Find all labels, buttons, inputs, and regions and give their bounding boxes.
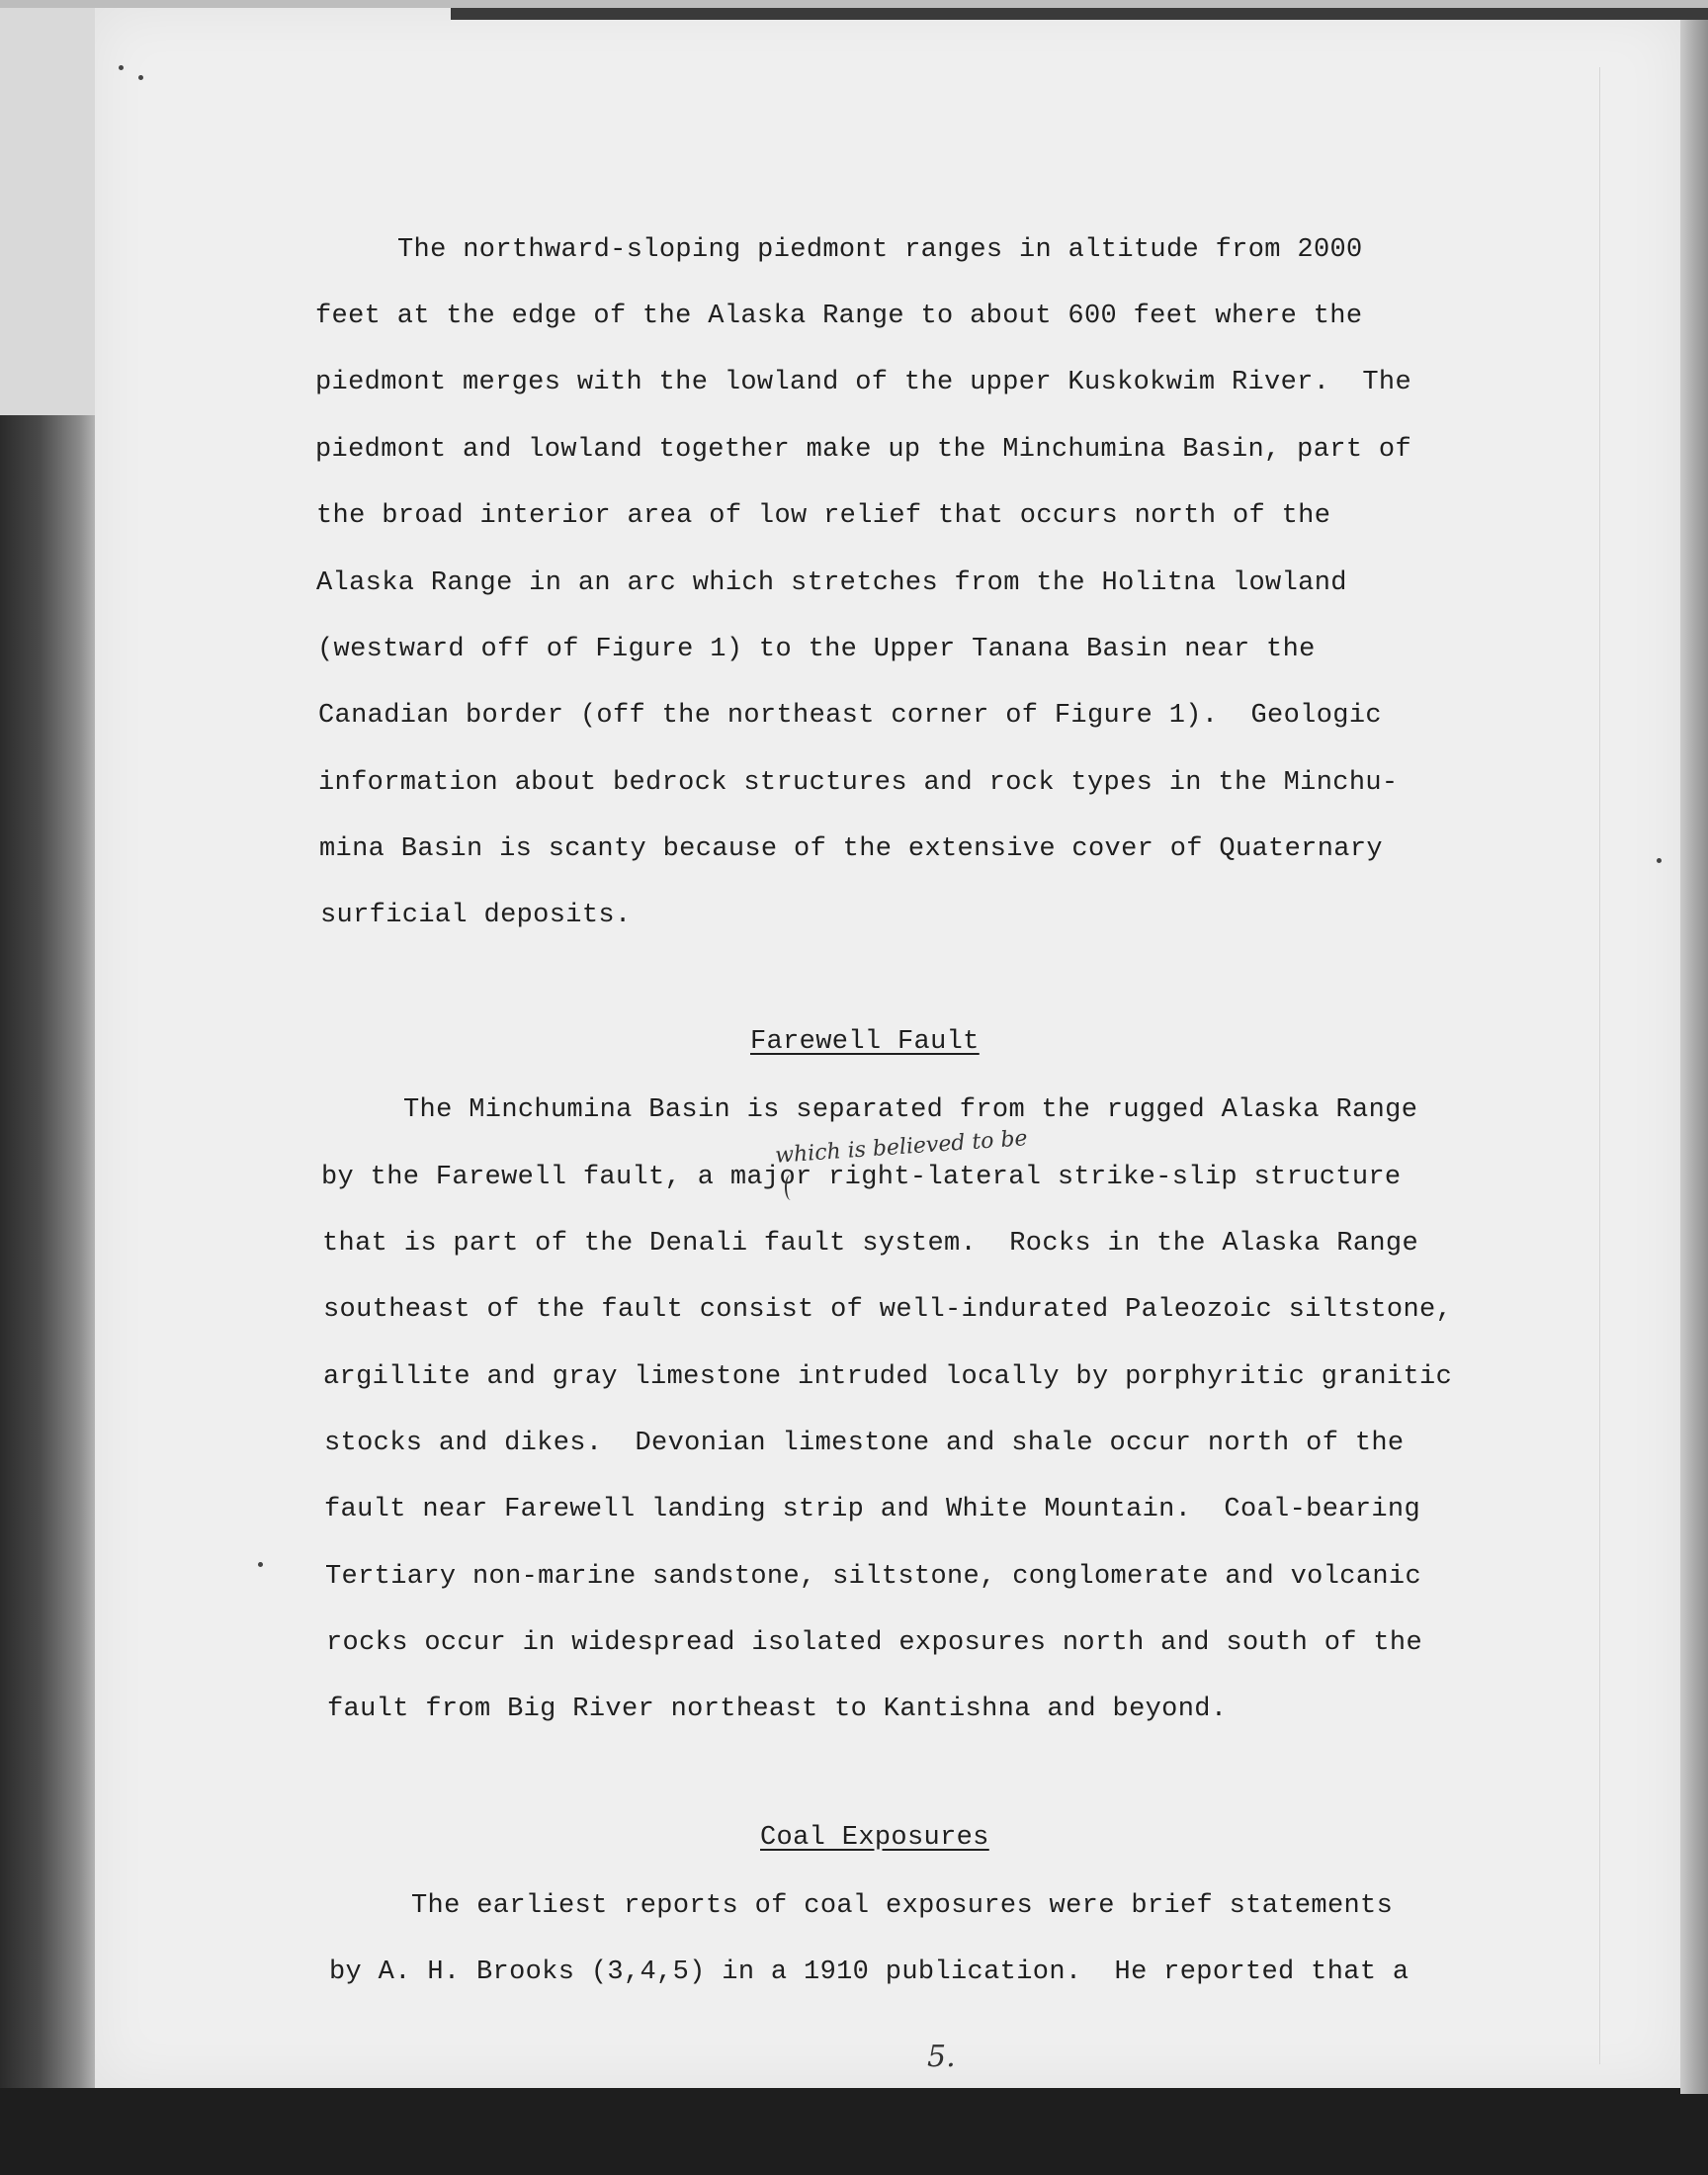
text-line: The Minchumina Basin is separated from the rugged Alaska Range xyxy=(403,1095,1418,1125)
text-line: stocks and dikes. Devonian limestone and shale occur north of the xyxy=(324,1429,1405,1458)
text-line: that is part of the Denali fault system. Rocks in the Alaska Range xyxy=(322,1229,1419,1259)
handwritten-insertion: which is believed to be xyxy=(774,1126,1029,1169)
scan-speck xyxy=(119,65,124,70)
text-line: feet at the edge of the Alaska Range to about 600 feet where the xyxy=(315,302,1363,331)
text-line: Canadian border (off the northeast corner of Figure 1). Geologic xyxy=(318,701,1382,731)
text-line: Tertiary non-marine sandstone, siltstone, conglomerate and volcanic xyxy=(325,1562,1422,1592)
text-line: information about bedrock structures and rock types in the Minchu- xyxy=(318,768,1399,798)
scan-speck xyxy=(1657,858,1662,863)
page-top-edge xyxy=(451,8,1708,20)
text-line: rocks occur in widespread isolated exposures north and south of the xyxy=(326,1628,1423,1658)
text-line: argillite and gray limestone intruded locally by porphyritic granitic xyxy=(323,1362,1453,1392)
insertion-caret-mark xyxy=(785,1174,797,1200)
scan-left-shadow xyxy=(0,415,99,2096)
text-line: by the Farewell fault, a major right-lateral strike-slip structure xyxy=(321,1163,1402,1192)
text-line: by A. H. Brooks (3,4,5) in a 1910 publication. He reported that a xyxy=(329,1958,1409,1987)
text-line: (westward off of Figure 1) to the Upper Tanana Basin near the xyxy=(317,635,1316,664)
section-heading-farewell-fault: Farewell Fault xyxy=(750,1027,980,1057)
margin-line xyxy=(1599,67,1600,2064)
text-line: Alaska Range in an arc which stretches from the Holitna lowland xyxy=(316,568,1347,598)
scan-speck xyxy=(138,75,143,80)
text-line: mina Basin is scanty because of the extensive cover of Quaternary xyxy=(319,834,1383,864)
text-line: piedmont and lowland together make up the Minchumina Basin, part of xyxy=(315,435,1412,465)
scan-background-top xyxy=(0,0,1708,8)
document-page xyxy=(95,8,1680,2088)
text-line: The northward-sloping piedmont ranges in altitude from 2000 xyxy=(397,235,1363,265)
scan-background-bottom xyxy=(0,2088,1708,2175)
page-right-edge xyxy=(1680,8,1708,2094)
text-line: southeast of the fault consist of well-indurated Paleozoic siltstone, xyxy=(323,1295,1453,1325)
text-line: the broad interior area of low relief that occurs north of the xyxy=(316,501,1331,531)
text-line: surficial deposits. xyxy=(320,901,632,930)
section-heading-coal-exposures: Coal Exposures xyxy=(760,1823,989,1853)
scan-speck xyxy=(258,1562,263,1567)
text-line: fault from Big River northeast to Kantishna and beyond. xyxy=(327,1695,1228,1724)
text-line: The earliest reports of coal exposures were brief statements xyxy=(411,1891,1394,1921)
page-number: 5. xyxy=(927,2040,956,2074)
text-line: fault near Farewell landing strip and White Mountain. Coal-bearing xyxy=(324,1495,1421,1524)
text-line: piedmont merges with the lowland of the upper Kuskokwim River. The xyxy=(315,368,1412,397)
